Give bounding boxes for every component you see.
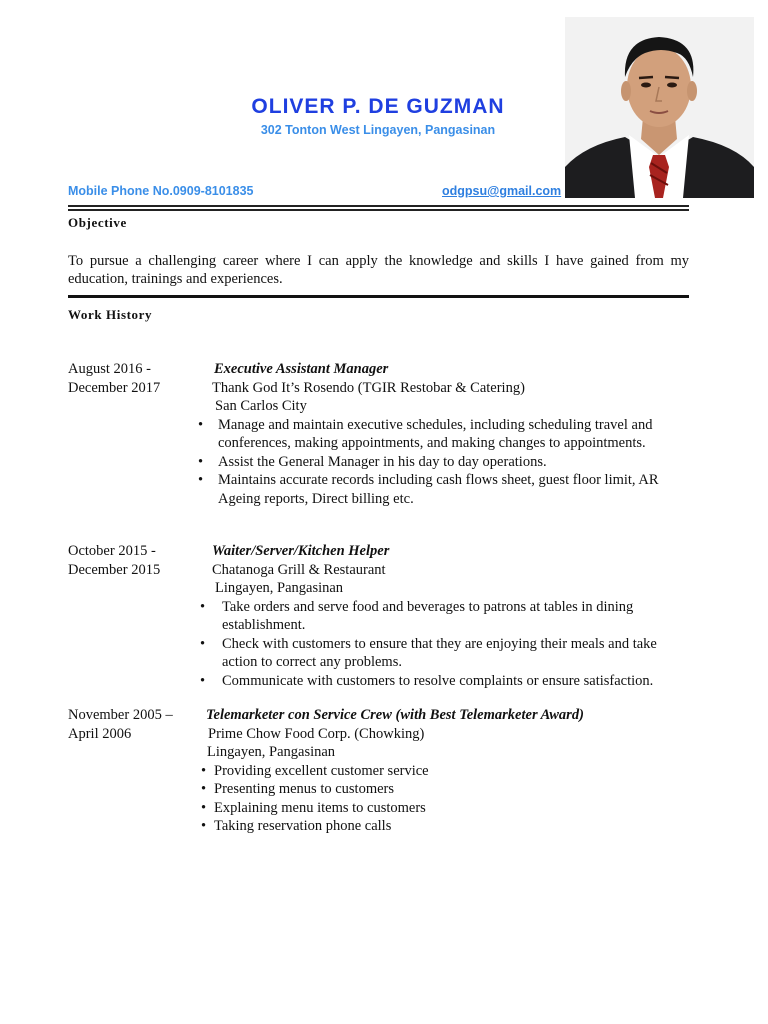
section-rule [68,295,689,298]
bullet-icon: • [198,416,204,433]
duty-text: Take orders and serve food and beverages to patrons at tables in dining establishment. [222,598,634,633]
list-item [198,635,688,672]
list-item [201,780,681,799]
job-dates [68,360,208,397]
job-duties [198,598,688,691]
job-date-end: April 2006 [68,725,132,742]
bullet-icon: • [201,799,207,816]
duty-text: Providing excellent customer service [214,762,429,779]
job-dates [68,706,208,743]
bullet-icon: • [201,762,207,779]
applicant-address: 302 Tonton West Lingayen, Pangasinan [260,123,496,137]
profile-photo [565,17,754,198]
list-item [198,471,688,508]
list-item [201,799,681,818]
duty-text: Maintains accurate records including cash flows sheet, guest floor limit, AR Ageing reports, Direct billing etc. [218,472,659,507]
portrait-image [565,17,754,198]
job-duties [198,416,688,509]
job-company: Chatanoga Grill & Restaurant [212,561,386,578]
job-title: Waiter/Server/Kitchen Helper [212,543,390,559]
duty-text: Explaining menu items to customers [214,799,426,816]
job-date-end: December 2015 [68,561,161,578]
job-title: Telemarketer con Service Crew (with Best Telemarketer Award) [206,707,584,723]
list-item [201,762,681,781]
job-location: Lingayen, Pangasinan [215,580,344,596]
job-location: San Carlos City [215,398,307,414]
list-item [198,416,688,453]
job-company: Prime Chow Food Corp. (Chowking) [208,725,425,742]
list-item [198,453,688,472]
job-location: Lingayen, Pangasinan [207,744,336,760]
job-date-start: August 2016 - [68,361,151,377]
job-date-end: December 2017 [68,379,161,396]
applicant-name: OLIVER P. DE GUZMAN [251,95,505,118]
job-date-start: October 2015 - [68,543,156,559]
bullet-icon: • [198,472,204,488]
phone-number: Mobile Phone No.0909-8101835 [68,184,254,198]
bullet-icon: • [201,818,207,834]
job-title: Executive Assistant Manager [214,361,389,377]
duty-text: Assist the General Manager in his day to day operations. [218,453,547,470]
duty-text: Taking reservation phone calls [214,818,392,834]
work-history-heading: Work History [68,307,153,322]
duty-text: Presenting menus to customers [214,781,395,797]
job-company: Thank God It’s Rosendo (TGIR Restobar & Catering) [212,379,525,396]
job-duties [201,762,681,836]
job-dates [68,542,208,579]
list-item [198,672,688,691]
bullet-icon: • [200,598,206,615]
duty-text: Manage and maintain executive schedules, including scheduling travel and conferences, making appointments, and making changes to appointments. [218,416,653,451]
bullet-icon: • [201,781,207,797]
bullet-icon: • [200,672,206,689]
bullet-icon: • [198,453,204,470]
objective-heading: Objective [68,215,127,230]
objective-text: To pursue a challenging career where I can apply the knowledge and skills I have gained from my education, trainings and experiences. [68,253,689,287]
email-link[interactable]: odgpsu@gmail.com [442,184,562,198]
bullet-icon: • [200,635,206,652]
duty-text: Communicate with customers to resolve complaints or ensure satisfaction. [222,672,654,689]
list-item [201,817,681,836]
list-item [198,598,688,635]
header-double-rule [68,205,689,211]
job-date-start: November 2005 – [68,707,173,723]
duty-text: Check with customers to ensure that they are enjoying their meals and take action to correct any problems. [222,635,657,670]
